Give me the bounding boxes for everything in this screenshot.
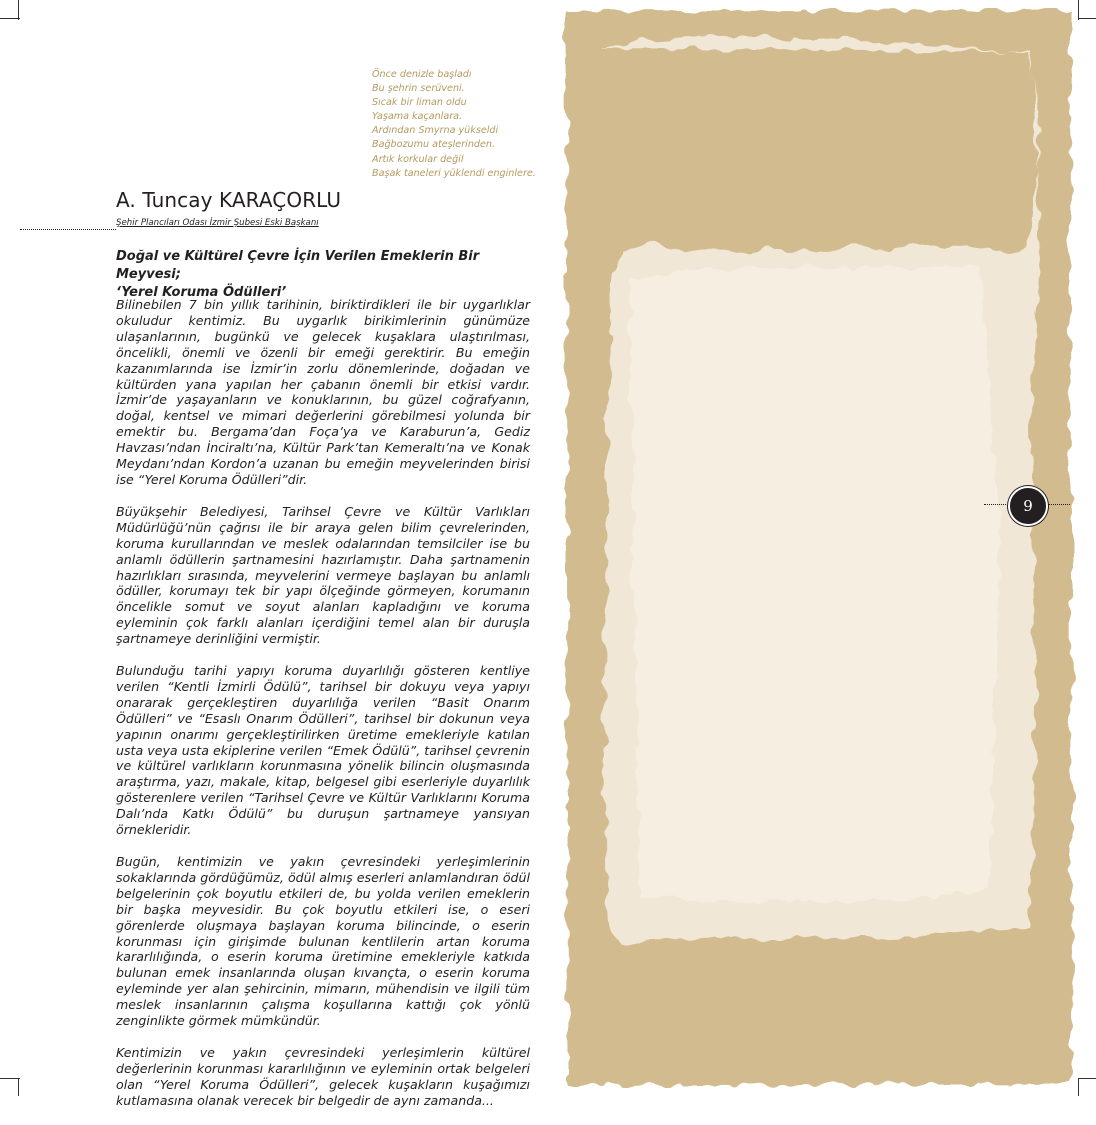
poem-line: Bu şehrin serüveni.	[372, 83, 465, 95]
crop-mark	[1078, 1078, 1096, 1079]
poem-line: Artık korkular değil	[372, 153, 464, 165]
paragraph: Bugün, kentimizin ve yakın çevresindeki yerleşimlerinin sokaklarında gördüğümüz, ödül almış eserleri anlamlandıran ödül belgelerinin çok boyutlu etkileri de, bu yolda verilen emeklerin bir başka meyvesidir. Bu çok boyutlu etkileri ise, o eseri görenlerde oluşmaya başlayan koruma bilincinde, o eserin korunması için girişimde bulunan kentlilerin artan koruma kararlılığında, o eserin koruma üretimine emekleriyle katkıda bulunan emek insanlarında oluşan kıvançta, o eserin koruma eyleminde yer alan şehircinin, mimarın, mühendisin ve ilgili tüm meslek insanlarının çalışma koşullarına kattığı çok yönlü zenginlikte görmek mümkündür.	[116, 854, 530, 1029]
article-title-line: ‘Yerel Koruma Ödülleri’	[116, 285, 287, 300]
article-title-line: Doğal ve Kültürel Çevre İçin Verilen Emeklerin Bir Meyvesi;	[116, 249, 480, 282]
crop-mark	[0, 18, 20, 19]
poem-line: Önce denizle başladı	[372, 69, 472, 80]
paragraph: Kentimizin ve yakın çevresindeki yerleşimlerin kültürel değerlerinin korunması kararlılığının ve eyleminin ortak belgeleri olan “Yerel Koruma Ödülleri”, gelecek kuşakların kuşağımızı kutlamasına olanak verecek bir belgedir de aynı zamanda...	[116, 1044, 530, 1108]
poem-line: Sıcak bir liman oldu	[372, 97, 467, 109]
dotted-rule	[1048, 504, 1070, 505]
crop-mark	[1078, 18, 1096, 19]
dotted-rule	[20, 229, 116, 230]
author-name: A. Tuncay KARAÇORLU	[116, 188, 342, 212]
crop-mark	[1078, 1078, 1079, 1096]
page-number: 9	[1008, 486, 1048, 526]
crop-mark	[0, 1078, 20, 1079]
textured-panel	[560, 8, 1076, 1088]
poem-line: Ardından Smyrna yükseldi	[372, 125, 499, 137]
crop-mark	[18, 0, 19, 20]
author-role: Şehir Plancıları Odası İzmir Şubesi Eski Başkanı	[116, 218, 319, 228]
poem-line: Bağbozumu ateşlerinden.	[372, 139, 496, 151]
crop-mark	[1078, 0, 1079, 20]
paragraph: Büyükşehir Belediyesi, Tarihsel Çevre ve Kültür Varlıkları Müdürlüğü’nün çağrısı ile bir araya gelen bilim çevrelerinden, koruma kurullarından ve meslek odalarından temsilciler ise bu anlamlı ödüllerin şartnamesini hazırlamıştır. Daha şartnamenin hazırlıkları sırasında, meyvelerini vermeye başlayan bu anlamlı ödüller, korumayı tek bir yapı ölçeğinde görmeyen, korumanın öncelikle somut ve soyut alanları kapladığını ve koruma eyleminin çok farklı alanları içerdiğini temel alan bir duruşla şartnameye derinliğini vermiştir.	[116, 503, 530, 647]
article-body	[116, 297, 530, 1125]
poem	[372, 68, 562, 181]
poem-line: Yaşama kaçanlara.	[372, 111, 463, 123]
paragraph: Bilinebilen 7 bin yıllık tarihinin, biriktirdikleri ile bir uygarlıklar okuludur kentimiz. Bu uygarlık birikimlerinin günümüze ulaşanlarının, bugünkü ve gelecek kuşaklara ulaştırılması, öncelikli, önemli ve özenli bir emeği gerektirir. Bu emeğin kazanımlarında ise İzmir’in zorlu dönemlerinde, doğadan ve kültürden yana yapılan her çabanın önemli bir etkisi vardır. İzmir’de yaşayanların ve konuklarının, bu güzel coğrafyanın, doğal, kentsel ve mimari değerlerini görebilmesi yolunda bir emektir bu. Bergama’dan Foça’ya ve Karaburun’a, Gediz Havzası’ndan İnciraltı’na, Kültür Park’tan Kemeraltı’na ve Konak Meydanı’ndan Kordon’a uzanan bu emeğin meyvelerinden birisi ise “Yerel Koruma Ödülleri”dir.	[116, 297, 530, 487]
paragraph: Bulunduğu tarihi yapıyı koruma duyarlılığı gösteren kentliye verilen “Kentli İzmirli Ödülü”, tarihsel bir dokuyu veya yapıyı onararak gerçekleştiren duyarlılığa verilen “Basit Onarım Ödülleri” ve “Esaslı Onarım Ödülleri”, tarihsel bir dokunun veya yapının onarımı gerçekleştirilirken üretime emekleriyle katılan usta veya usta ekiplerine verilen “Emek Ödülü”, tarihsel çevrenin ve kültürel varlıkların korunmasına yönelik bilincin oluşmasında araştırma, yazı, makale, kitap, belgesel gibi eserleriyle duyarlılık gösterenlere verilen “Tarihsel Çevre ve Kültür Varlıklarını Koruma Dalı’nda Katkı Ödülü” bu duruşun şartnameye yansıyan örnekleridir.	[116, 663, 530, 838]
dotted-rule	[984, 504, 1006, 505]
article-title	[116, 248, 536, 302]
crop-mark	[18, 1078, 19, 1096]
poem-line: Başak taneleri yüklendi enginlere.	[372, 167, 536, 179]
